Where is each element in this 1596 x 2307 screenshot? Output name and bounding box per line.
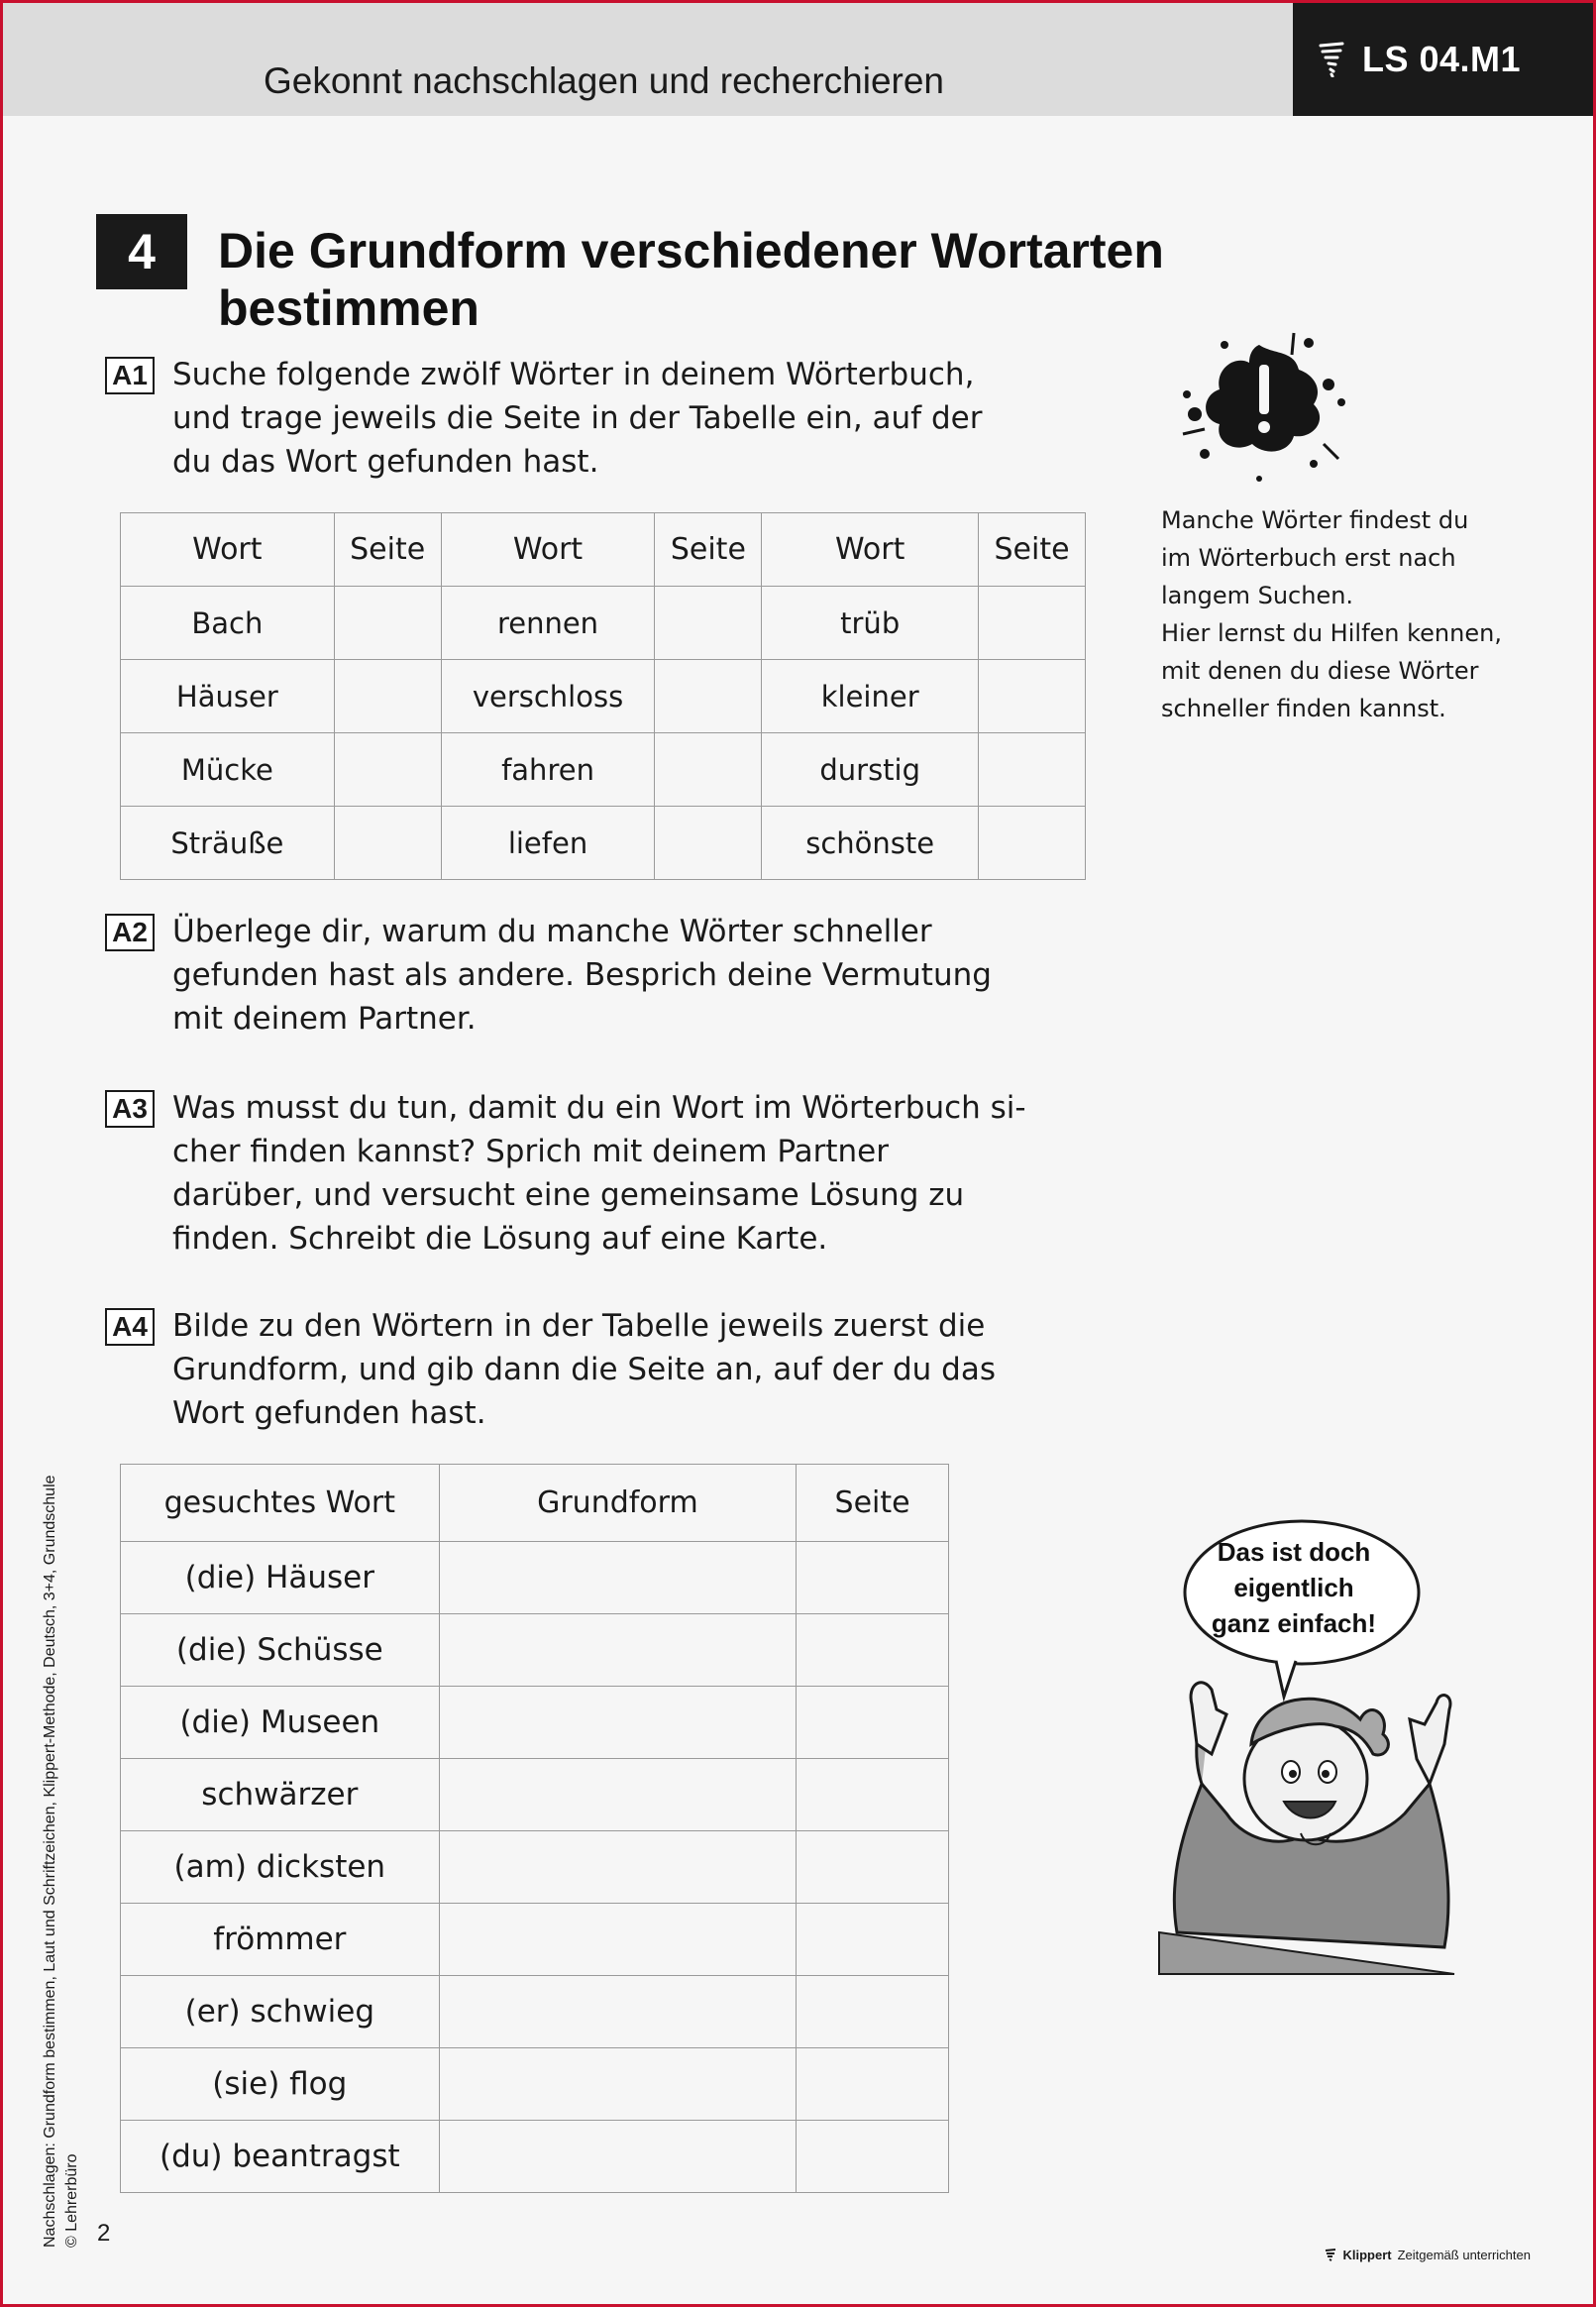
task-a2	[105, 910, 1086, 1041]
lesson-code: LS 04.M1	[1362, 39, 1522, 79]
page-cell[interactable]	[334, 807, 441, 880]
section-title	[218, 222, 1189, 337]
table-row	[121, 1976, 949, 2048]
page-cell[interactable]	[334, 733, 441, 807]
side-note-line: Manche Wörter findest du	[1161, 506, 1469, 534]
side-note-line: im Wörterbuch erst nach	[1161, 544, 1456, 572]
task-label-a3: A3	[105, 1090, 155, 1128]
side-credit	[40, 1356, 83, 2248]
task-line: und trage jeweils die Seite in der Tabelle ein, auf der	[172, 400, 983, 436]
page-cell[interactable]	[797, 1614, 949, 1687]
task-line: Bilde zu den Wörtern in der Tabelle jeweils zuerst die	[172, 1308, 986, 1344]
base-form-cell[interactable]	[439, 1687, 797, 1759]
task-line: Überlege dir, warum du manche Wörter schneller	[172, 914, 932, 949]
table-header-row	[121, 513, 1086, 587]
word-cell: (er) schwieg	[121, 1976, 440, 2048]
side-note-line: langem Suchen.	[1161, 582, 1354, 609]
word-cell: Häuser	[121, 660, 335, 733]
task-label-a1: A1	[105, 357, 155, 394]
page-cell[interactable]	[797, 2048, 949, 2121]
word-cell: Bach	[121, 587, 335, 660]
column-header: Seite	[655, 513, 762, 587]
task-line: Wort gefunden hast.	[172, 1395, 486, 1431]
word-page-table	[120, 512, 1086, 880]
word-cell: trüb	[762, 587, 979, 660]
page-cell[interactable]	[797, 1759, 949, 1831]
column-header: Wort	[441, 513, 655, 587]
ink-splat-exclamation-icon	[1165, 325, 1353, 490]
speech-line: eigentlich	[1233, 1573, 1354, 1602]
task-a1	[105, 353, 1086, 484]
word-cell: Mücke	[121, 733, 335, 807]
page-cell[interactable]	[797, 1904, 949, 1976]
side-note	[1161, 501, 1557, 727]
table-row	[121, 1904, 949, 1976]
base-form-cell[interactable]	[439, 1542, 797, 1614]
task-line: darüber, und versucht eine gemeinsame Lösung zu	[172, 1177, 965, 1213]
table-row	[121, 2048, 949, 2121]
word-cell: durstig	[762, 733, 979, 807]
tornado-icon	[1325, 2249, 1336, 2262]
task-a4	[105, 1304, 1086, 1435]
page-cell[interactable]	[979, 733, 1086, 807]
table-row	[121, 660, 1086, 733]
page-cell[interactable]	[797, 2121, 949, 2193]
speech-line: Das ist doch	[1217, 1537, 1371, 1567]
side-note-line: mit denen du diese Wörter	[1161, 657, 1479, 685]
word-cell: (die) Häuser	[121, 1542, 440, 1614]
task-line: du das Wort gefunden hast.	[172, 444, 599, 480]
publisher-brand: Klippert	[1342, 2248, 1392, 2262]
header-title: Gekonnt nachschlagen und recherchieren	[263, 60, 944, 101]
task-line: gefunden hast als andere. Besprich deine Vermutung	[172, 957, 992, 993]
word-cell: fahren	[441, 733, 655, 807]
task-line: cher finden kannst? Sprich mit deinem Partner	[172, 1134, 889, 1169]
word-cell: schwärzer	[121, 1759, 440, 1831]
credit-line: © Lehrerbüro	[63, 2153, 80, 2248]
base-form-cell[interactable]	[439, 1831, 797, 1904]
word-cell: verschloss	[441, 660, 655, 733]
table-header-row	[121, 1465, 949, 1542]
page-cell[interactable]	[979, 587, 1086, 660]
column-header: Wort	[762, 513, 979, 587]
column-header: Grundform	[439, 1465, 797, 1542]
side-note-line: schneller finden kannst.	[1161, 695, 1446, 722]
table-row	[121, 1687, 949, 1759]
table-row	[121, 1759, 949, 1831]
page-cell[interactable]	[797, 1831, 949, 1904]
page-cell[interactable]	[334, 660, 441, 733]
header-bar	[3, 3, 1293, 116]
table-row	[121, 1831, 949, 1904]
column-header: gesuchtes Wort	[121, 1465, 440, 1542]
table-row	[121, 1542, 949, 1614]
page-number: 2	[97, 2220, 111, 2247]
task-label-a2: A2	[105, 914, 155, 951]
column-header: Seite	[334, 513, 441, 587]
task-a3	[105, 1086, 1086, 1261]
lesson-code-box	[1293, 3, 1593, 116]
page-cell[interactable]	[797, 1687, 949, 1759]
side-note-line: Hier lernst du Hilfen kennen,	[1161, 619, 1502, 647]
table-row	[121, 807, 1086, 880]
speech-bubble-text	[1175, 1534, 1413, 1641]
page-cell[interactable]	[655, 807, 762, 880]
word-cell: (am) dicksten	[121, 1831, 440, 1904]
page-cell[interactable]	[797, 1976, 949, 2048]
table-row	[121, 1614, 949, 1687]
task-line: Grundform, und gib dann die Seite an, auf der du das	[172, 1352, 996, 1387]
base-form-cell[interactable]	[439, 2121, 797, 2193]
word-cell: (die) Schüsse	[121, 1614, 440, 1687]
word-cell: (sie) flog	[121, 2048, 440, 2121]
task-line: Suche folgende zwölf Wörter in deinem Wörterbuch,	[172, 357, 975, 392]
word-cell: schönste	[762, 807, 979, 880]
table-row	[121, 2121, 949, 2193]
base-form-cell[interactable]	[439, 1759, 797, 1831]
section-title-line2: bestimmen	[218, 280, 479, 336]
page-cell[interactable]	[979, 660, 1086, 733]
table-row	[121, 587, 1086, 660]
page-cell[interactable]	[655, 660, 762, 733]
task-line: Was musst du tun, damit du ein Wort im Wörterbuch si-	[172, 1090, 1026, 1126]
word-cell: frömmer	[121, 1904, 440, 1976]
base-form-cell[interactable]	[439, 1614, 797, 1687]
page-cell[interactable]	[334, 587, 441, 660]
column-header: Wort	[121, 513, 335, 587]
task-text-a1	[172, 353, 1086, 484]
task-line: finden. Schreibt die Lösung auf eine Karte.	[172, 1221, 828, 1257]
page-cell[interactable]	[797, 1542, 949, 1614]
credit-line: Nachschlagen: Grundform bestimmen, Laut und Schriftzeichen, Klippert-Methode, Deutsch, 3+4, Grundschule	[42, 1475, 58, 2248]
publisher-logo	[1325, 2248, 1531, 2262]
page-cell[interactable]	[655, 733, 762, 807]
table-row	[121, 733, 1086, 807]
word-cell: (du) beantragst	[121, 2121, 440, 2193]
base-form-cell[interactable]	[439, 1976, 797, 2048]
word-cell: liefen	[441, 807, 655, 880]
section-number: 4	[96, 214, 187, 289]
column-header: Seite	[979, 513, 1086, 587]
base-form-cell[interactable]	[439, 2048, 797, 2121]
task-line: mit deinem Partner.	[172, 1001, 477, 1037]
task-label-a4: A4	[105, 1308, 155, 1346]
publisher-tagline: Zeitgemäß unterrichten	[1397, 2248, 1531, 2262]
word-cell: rennen	[441, 587, 655, 660]
tornado-icon	[1319, 42, 1344, 77]
base-form-cell[interactable]	[439, 1904, 797, 1976]
word-cell: (die) Museen	[121, 1687, 440, 1759]
task-text-a3	[172, 1086, 1086, 1261]
page-cell[interactable]	[979, 807, 1086, 880]
column-header: Seite	[797, 1465, 949, 1542]
page-cell[interactable]	[655, 587, 762, 660]
task-text-a2	[172, 910, 1086, 1041]
word-cell: kleiner	[762, 660, 979, 733]
word-cell: Sträuße	[121, 807, 335, 880]
base-form-table	[120, 1464, 949, 2193]
task-text-a4	[172, 1304, 1086, 1435]
speech-line: ganz einfach!	[1211, 1608, 1377, 1638]
section-title-line1: Die Grundform verschiedener Wortarten	[218, 223, 1164, 278]
